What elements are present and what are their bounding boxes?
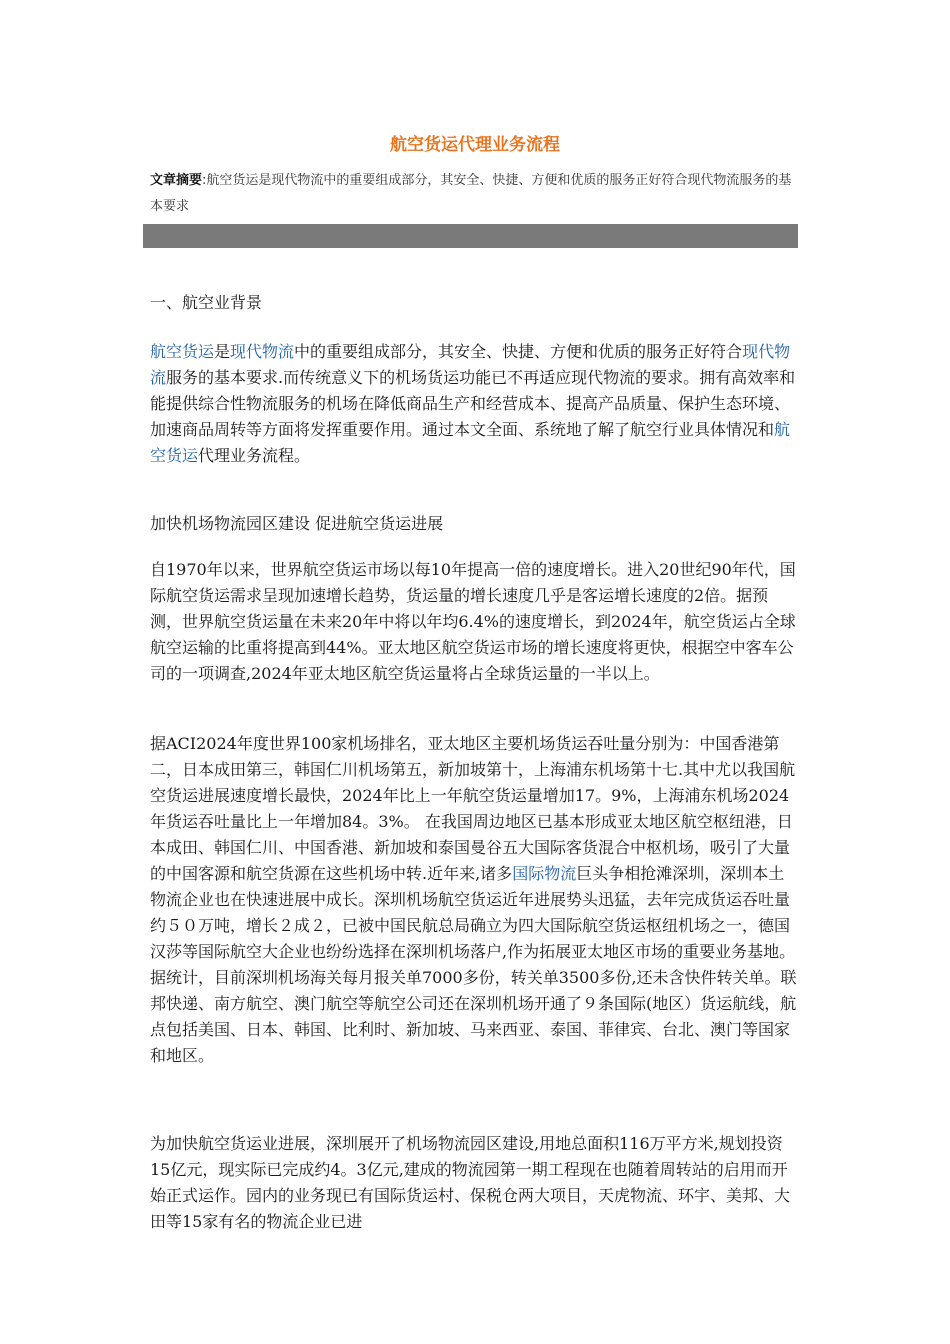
article-summary: [150, 168, 800, 220]
link-modern-logistics[interactable]: 现代物流: [230, 342, 295, 361]
link-air-cargo[interactable]: 航空货运: [150, 342, 215, 361]
summary-text: :航空货运是现代物流中的重要组成部分，其安全、快捷、方便和优质的服务正好符合现代物流服务的基本要求: [150, 173, 792, 214]
link-modern-logistics-2[interactable]: 现代物流: [150, 342, 791, 387]
paragraph-intro: 航空货运是现代物流中的重要组成部分，其安全、快捷、方便和优质的服务正好符合现代物流服务的基本要求.而传统意义下的机场货运功能已不再适应现代物流的要求。拥有高效率和能提供综合性物流服务的机场在降低商品生产和经营成本、提高产品质量、保护生态环境、加速商品周转等方面将发挥重要作用。通过本文全面、系统地了解了航空行业具体情况和航空货运代理业务流程。: [150, 342, 796, 465]
summary-label: 文章摘要: [150, 173, 203, 188]
paragraph-growth: 自1970年以来，世界航空货运市场以每10年提高一倍的速度增长。进入20世纪90年代，国际航空货运需求呈现加速增长趋势，货运量的增长速度几乎是客运增长速度的2倍。据预测，世界航空货运量在未来20年中将以年均6.4%的速度增长，到2024年，航空货运占全球航空运输的比重将提高到44%。亚太地区航空货运市场的增长速度将更快，根据空中客车公司的一项调查,2024年亚太地区航空货运量将占全球货运量的一半以上。: [150, 560, 796, 683]
subheading: 加快机场物流园区建设 促进航空货运进展: [150, 514, 444, 533]
separator-bar: [143, 224, 798, 248]
link-international-logistics[interactable]: 国际物流: [512, 864, 577, 883]
paragraph-logistics-park: 为加快航空货运业进展，深圳展开了机场物流园区建设,用地总面积116万平方米,规划投资15亿元，现实际已完成约4。3亿元,建成的物流园第一期工程现在也随着周转站的启用而开始正式运作。园内的业务现已有国际货运村、保税仓两大项目，天虎物流、环宇、美邦、大田等15家有名的物流企业已进: [150, 1134, 791, 1231]
document-title: 航空货运代理业务流程: [390, 135, 560, 155]
link-air-cargo-2[interactable]: 航空货运: [150, 420, 791, 465]
paragraph-airports: 据ACI2024年度世界100家机场排名，亚太地区主要机场货运吞吐量分别为：中国香港第二，日本成田第三，韩国仁川机场第五，新加坡第十，上海浦东机场第十七.其中尤以我国航空货运进展速度增长最快，2024年比上一年航空货运量增加17。9%，上海浦东机场2024年货运吞吐量比上一年增加84。3%。 在我国周边地区已基本形成亚太地区航空枢纽港，日本成田、韩国仁川、中国香港、新加坡和泰国曼谷五大国际客货混合中枢机场，吸引了大量的中国客源和航空货源在这些机场中转.近年来,诸多国际物流巨头争相抢滩深圳，深圳本土物流企业也在快速进展中成长。深圳机场航空货运近年进展势头迅猛，去年完成货运吞吐量约５０万吨，增长２成２，已被中国民航总局确立为四大国际航空货运枢纽机场之一，德国汉莎等国际航空大企业也纷纷选择在深圳机场落户,作为拓展亚太地区市场的重要业务基地。据统计，目前深圳机场海关每月报关单7000多份，转关单3500多份,还未含快件转关单。联邦快递、南方航空、澳门航空等航空公司还在深圳机场开通了９条国际(地区）货运航线，航点包括美国、日本、韩国、比利时、新加坡、马来西亚、泰国、菲律宾、台北、澳门等国家和地区。: [150, 734, 797, 1065]
section-heading: 一、航空业背景: [150, 293, 263, 312]
